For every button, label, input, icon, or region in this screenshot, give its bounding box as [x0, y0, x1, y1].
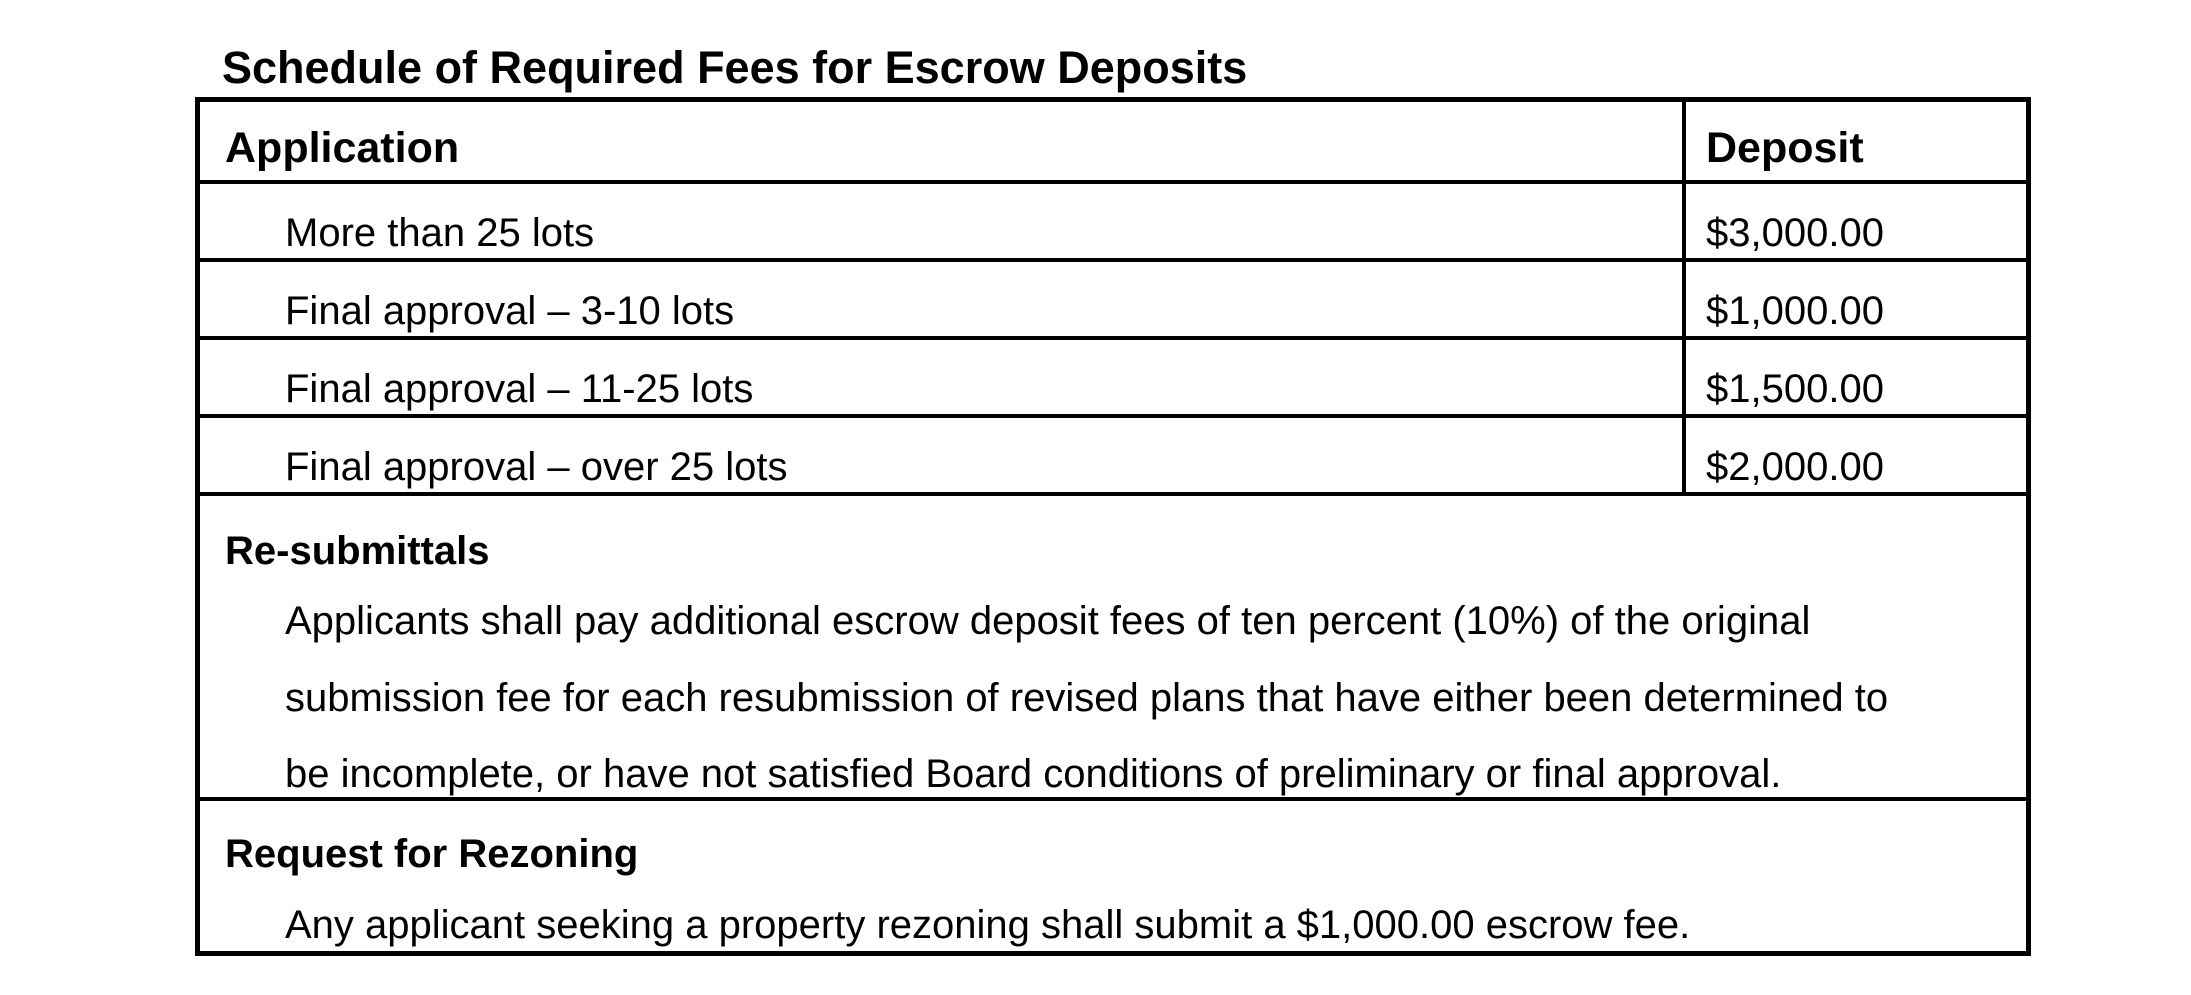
application-cell — [200, 418, 1686, 492]
table-header-row — [200, 102, 2026, 184]
document-title: Schedule of Required Fees for Escrow Deposits — [222, 42, 1248, 93]
deposit-amount: $2,000.00 — [1706, 445, 1884, 489]
resubmittals-heading: Re-submittals — [225, 529, 490, 573]
header-cell-application — [200, 102, 1686, 180]
table-row — [200, 340, 2026, 418]
application-text: Final approval – 11-25 lots — [285, 367, 754, 411]
resubmittals-section — [200, 496, 2026, 801]
deposit-cell — [1686, 184, 2026, 258]
deposit-cell — [1686, 340, 2026, 414]
application-text: Final approval – over 25 lots — [285, 445, 788, 489]
resubmittals-text-line: Applicants shall pay additional escrow deposit fees of ten percent (10%) of the original — [285, 599, 1811, 643]
deposit-amount: $1,500.00 — [1706, 367, 1884, 411]
application-cell — [200, 184, 1686, 258]
resubmittals-text-line: be incomplete, or have not satisfied Board conditions of preliminary or final approval. — [285, 752, 1782, 796]
column-header-deposit: Deposit — [1706, 124, 1864, 172]
rezoning-heading: Request for Rezoning — [225, 832, 639, 876]
rezoning-section — [200, 801, 2026, 951]
table-row — [200, 262, 2026, 340]
deposit-cell — [1686, 262, 2026, 336]
fee-schedule-table — [195, 97, 2031, 956]
deposit-amount: $3,000.00 — [1706, 211, 1884, 255]
table-row — [200, 184, 2026, 262]
deposit-amount: $1,000.00 — [1706, 289, 1884, 333]
deposit-cell — [1686, 418, 2026, 492]
rezoning-text-line: Any applicant seeking a property rezoning shall submit a $1,000.00 escrow fee. — [285, 903, 1691, 947]
header-cell-deposit — [1686, 102, 2026, 180]
column-header-application: Application — [225, 124, 460, 172]
table-row — [200, 418, 2026, 496]
resubmittals-text-line: submission fee for each resubmission of revised plans that have either been determined to — [285, 676, 1889, 720]
application-text: Final approval – 3-10 lots — [285, 289, 735, 333]
application-cell — [200, 262, 1686, 336]
application-text: More than 25 lots — [285, 211, 595, 255]
application-cell — [200, 340, 1686, 414]
